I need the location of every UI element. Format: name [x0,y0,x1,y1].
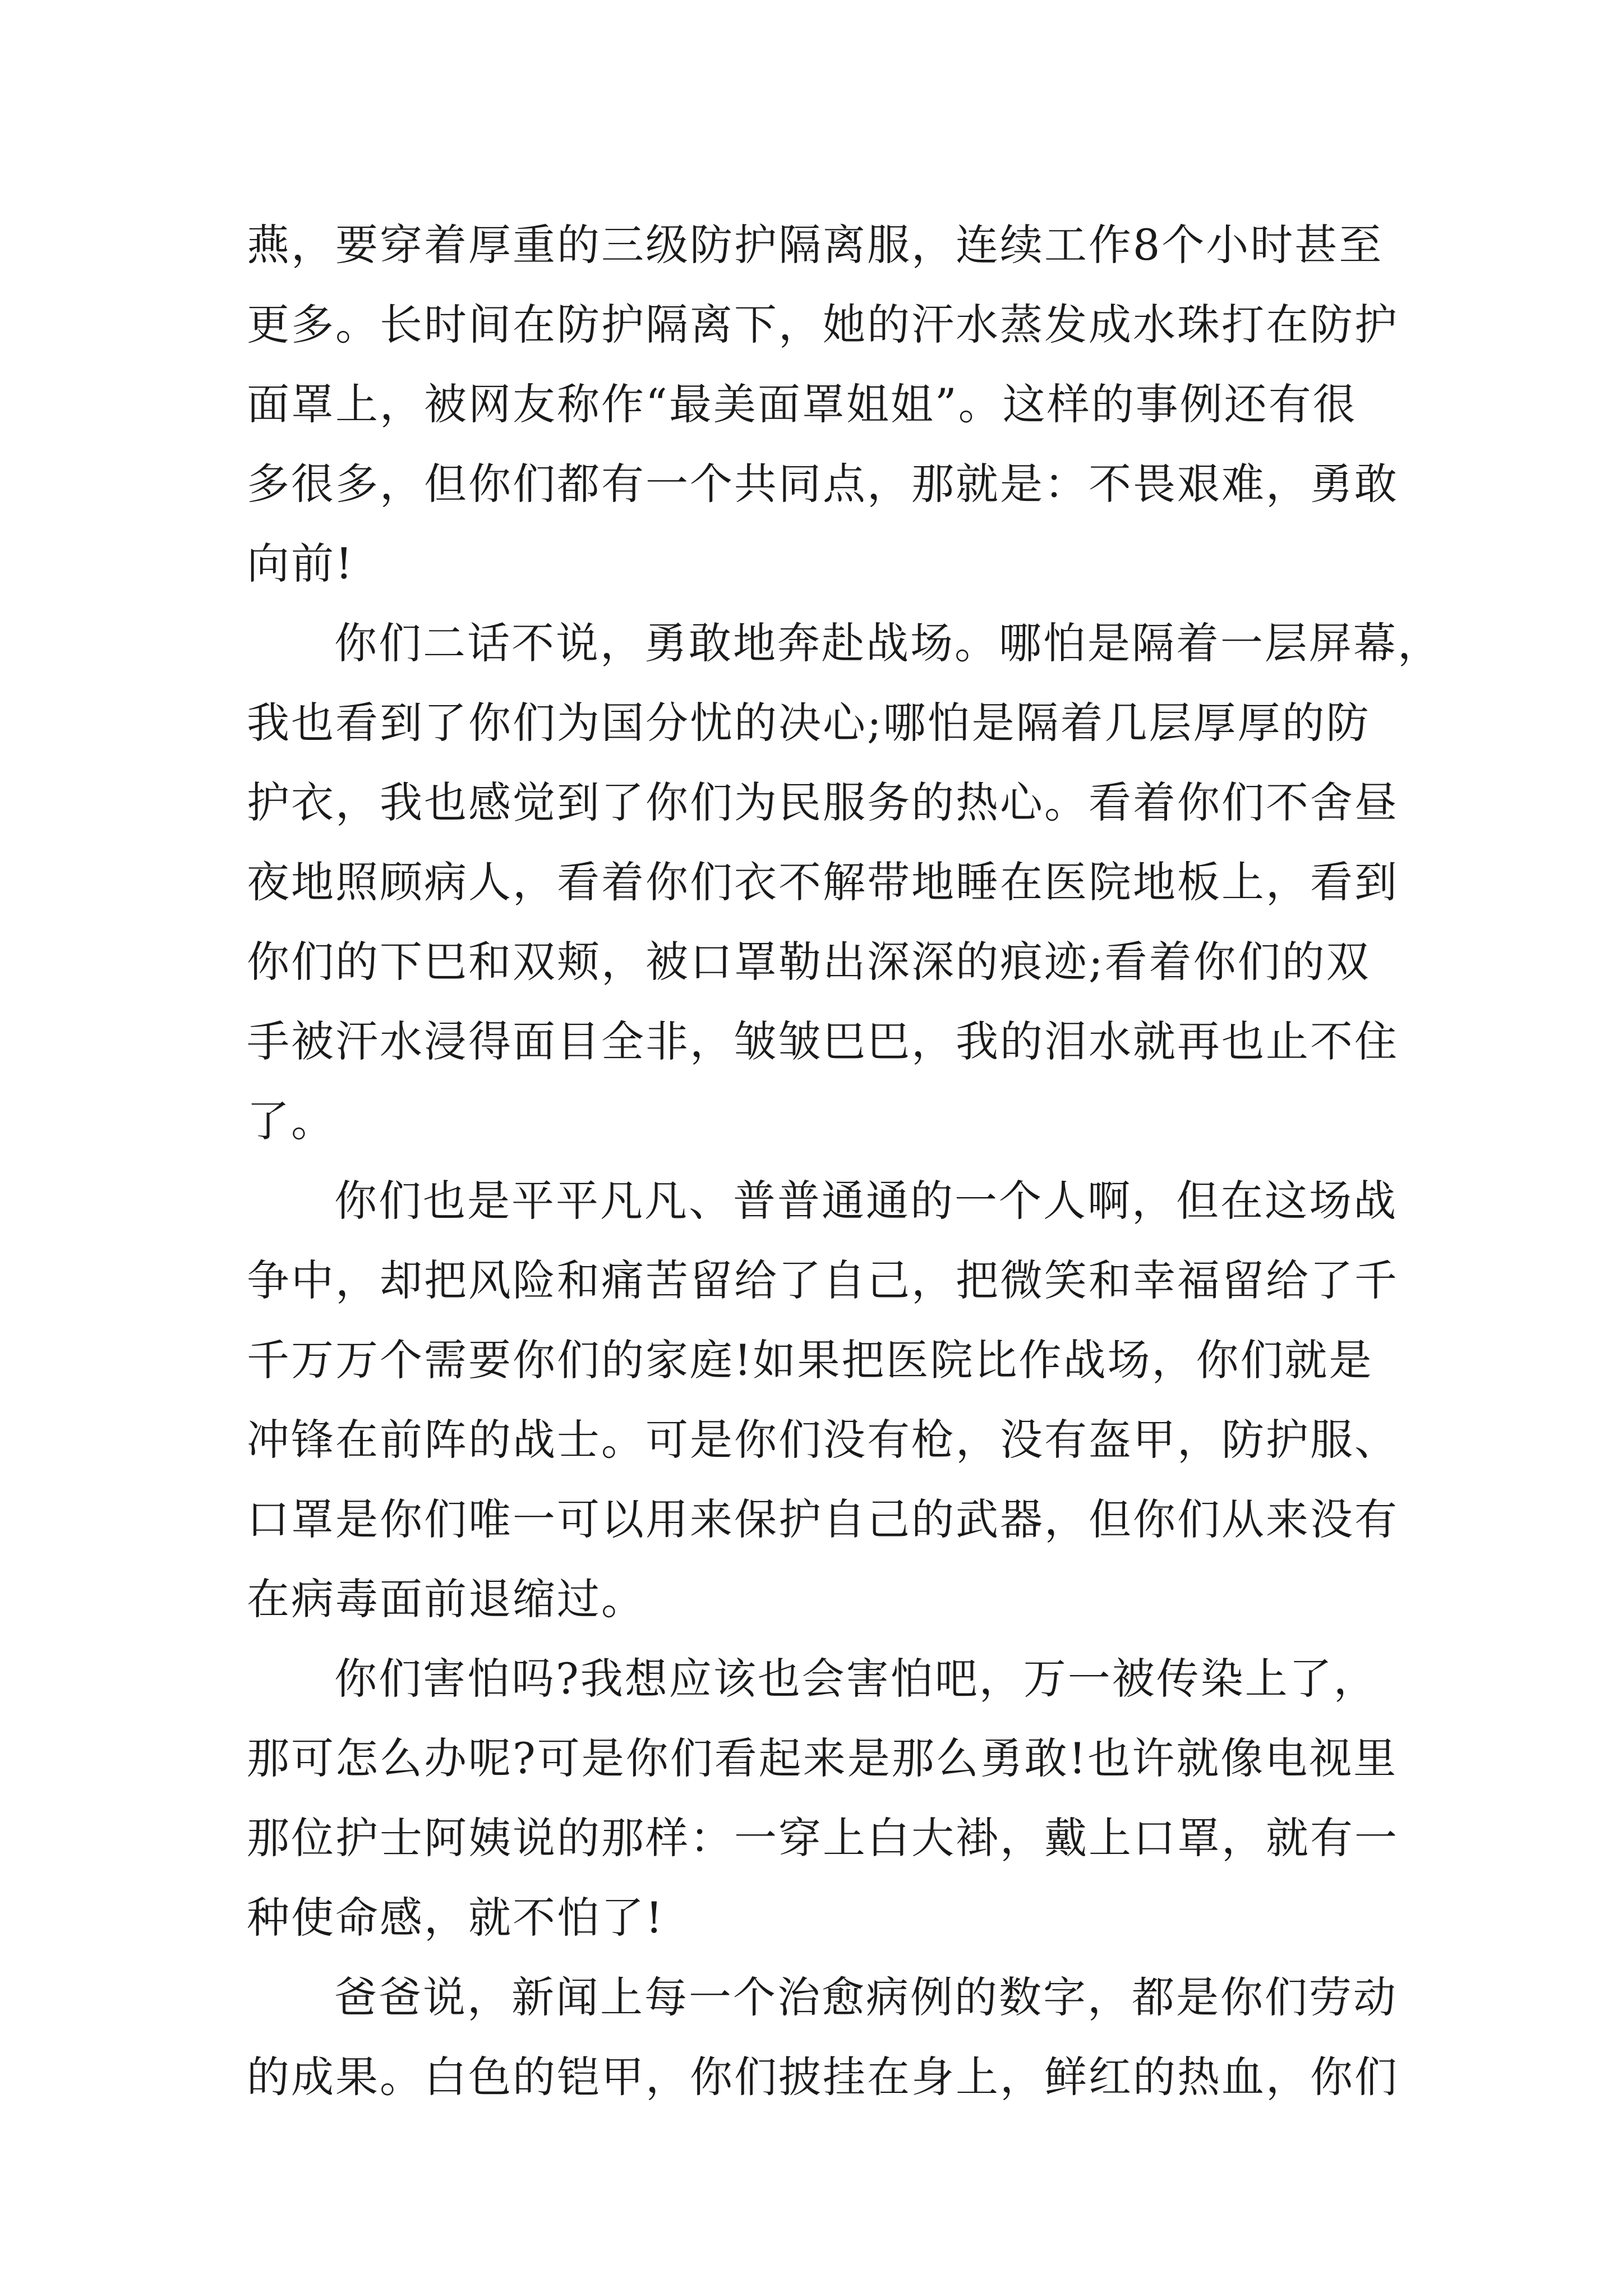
text-line: 那可怎么办呢?可是你们看起来是那么勇敢!也许就像电视里 [247,1733,1398,1783]
text-line: 那位护士阿姨说的那样：一穿上白大褂，戴上口罩，就有一 [247,1813,1399,1863]
text-line: 多很多，但你们都有一个共同点，那就是：不畏艰难，勇敢 [247,459,1399,509]
text-line: 了。 [247,1096,335,1146]
text-line: 手被汗水浸得面目全非，皱皱巴巴，我的泪水就再也止不住 [247,1016,1399,1066]
text-line: 我也看到了你们为国分忧的决心;哪怕是隔着几层厚厚的防 [247,698,1371,748]
text-line: 种使命感，就不怕了! [247,1893,665,1943]
text-line: 夜地照顾病人，看着你们衣不解带地睡在医院地板上，看到 [247,857,1399,907]
text-line: 的成果。白色的铠甲，你们披挂在身上，鲜红的热血，你们 [247,2052,1399,2102]
text-line: 你们害怕吗?我想应该也会害怕吧，万一被传染上了， [334,1654,1378,1704]
text-line: 在病毒面前退缩过。 [247,1574,645,1624]
text-line: 冲锋在前阵的战士。可是你们没有枪，没有盔甲，防护服、 [247,1415,1399,1465]
text-line: 更多。长时间在防护隔离下，她的汗水蒸发成水珠打在防护 [247,300,1399,349]
text-line: 你们的下巴和双颊，被口罩勒出深深的痕迹;看着你们的双 [247,937,1371,987]
text-line: 护衣，我也感觉到了你们为民服务的热心。看着你们不舍昼 [247,777,1399,827]
body-text [247,205,1442,2117]
text-line: 燕，要穿着厚重的三级防护隔离服，连续工作8个小时甚至 [247,220,1384,270]
text-line: 你们也是平平凡凡、普普通通的一个人啊，但在这场战 [334,1176,1398,1226]
text-line: 口罩是你们唯一可以用来保护自己的武器，但你们从来没有 [247,1494,1399,1544]
text-line: 千万万个需要你们的家庭!如果把医院比作战场，你们就是 [247,1335,1373,1385]
text-line: 面罩上，被网友称作“最美面罩姐姐”。这样的事例还有很 [247,379,1357,429]
text-line: 爸爸说，新闻上每一个治愈病例的数字，都是你们劳动 [334,1972,1398,2022]
text-line: 你们二话不说，勇敢地奔赴战场。哪怕是隔着一层屏幕， [334,618,1442,668]
text-line: 争中，却把风险和痛苦留给了自己，把微笑和幸福留给了千 [247,1255,1399,1305]
text-line: 向前! [247,539,354,588]
